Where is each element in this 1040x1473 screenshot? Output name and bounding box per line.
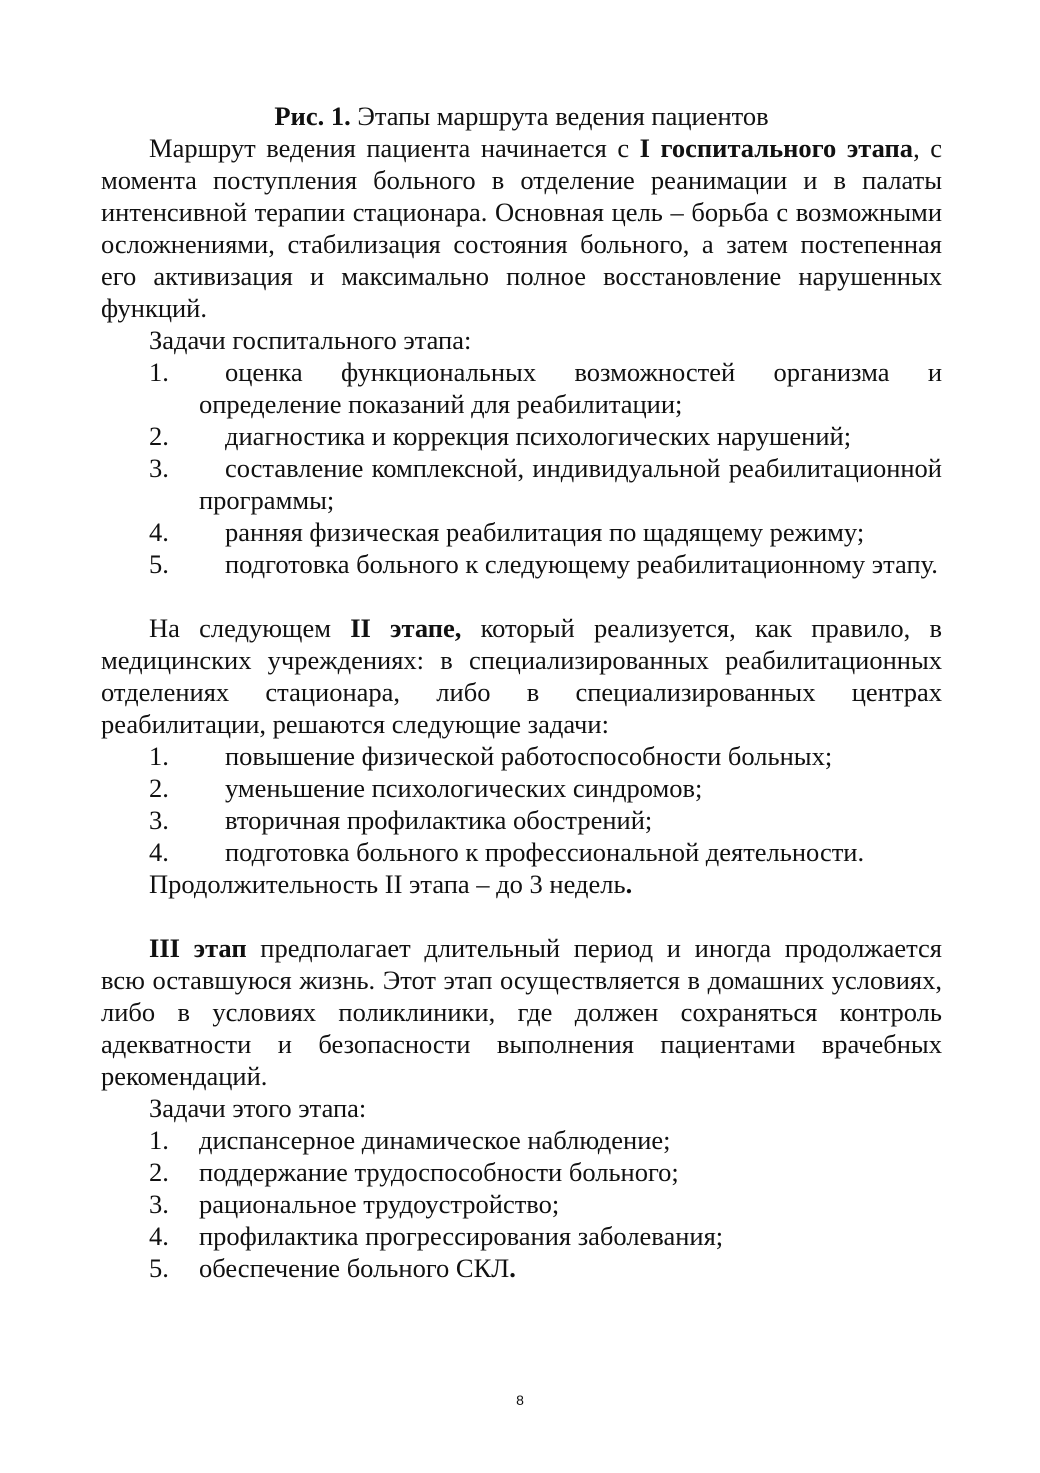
list-item <box>101 516 942 548</box>
list-number: 1. <box>149 741 169 771</box>
figure-title: Этапы маршрута ведения пациентов <box>350 101 769 131</box>
stage2-duration-text: Продолжительность II этапа – до 3 недель <box>149 869 626 899</box>
list-item <box>101 420 942 452</box>
list-item-text: уменьшение психологических синдромов; <box>225 773 703 803</box>
list-item <box>101 548 942 580</box>
stage1-task-list <box>101 356 942 580</box>
stage1-tasks-heading: Задачи госпитального этапа: <box>149 325 472 355</box>
page-number: 8 <box>516 1392 524 1408</box>
list-item-text: составление комплексной, индивидуальной реабилитационной программы; <box>199 453 942 515</box>
list-item-text: повышение физической работоспособности больных; <box>225 741 833 771</box>
list-item <box>101 1220 942 1252</box>
page-content <box>101 100 942 1284</box>
list-number: 1. <box>149 357 169 387</box>
spacer <box>101 580 942 612</box>
list-item <box>101 772 942 804</box>
figure-caption <box>101 100 942 132</box>
list-item-text: обеспечение больного СКЛ <box>199 1253 510 1283</box>
list-item-period: . <box>509 1253 516 1283</box>
list-number: 4. <box>149 517 169 547</box>
list-item-text: рациональное трудоустройство; <box>199 1189 560 1219</box>
stage3-title: III этап <box>149 933 247 963</box>
list-item <box>101 740 942 772</box>
list-item <box>101 1124 942 1156</box>
list-item <box>101 452 942 516</box>
list-item-text: подготовка больного к следующему реабилитационному этапу. <box>225 549 938 579</box>
list-item-text: диагностика и коррекция психологических нарушений; <box>225 421 852 451</box>
list-number: 5. <box>149 1253 169 1283</box>
stage1-title: I госпитального этапа <box>639 133 914 163</box>
stage3-task-list <box>101 1124 942 1284</box>
stage2-title: II этапе, <box>350 613 462 643</box>
stage1-body-text: , с момента поступления больного в отделение реанимации и в палаты интенсивной терапии стационара. Основная цель – борьба с возможными осложнениями, стабилизация состояния больного, а затем постепенная его активизация и максимально полное восстановление нарушенных функций. <box>101 133 942 323</box>
list-item <box>101 836 942 868</box>
stage3-body-text: предполагает длительный период и иногда продолжается всю оставшуюся жизнь. Этот этап осуществляется в домашних условиях, либо в условиях поликлиники, где должен сохраняться контроль адекватности и безопасности выполнения пациентами врачебных рекомендаций. <box>101 933 942 1091</box>
list-number: 2. <box>149 421 169 451</box>
list-item-text: вторичная профилактика обострений; <box>225 805 653 835</box>
stage2-intro-text: На следующем <box>149 613 351 643</box>
stage3-paragraph <box>101 932 942 1092</box>
figure-label: Рис. 1. <box>274 101 351 131</box>
list-item-text: профилактика прогрессирования заболевания; <box>199 1221 724 1251</box>
list-number: 4. <box>149 1221 169 1251</box>
list-number: 2. <box>149 1157 169 1187</box>
stage2-task-list <box>101 740 942 868</box>
list-item-text: диспансерное динамическое наблюдение; <box>199 1125 671 1155</box>
list-number: 3. <box>149 1189 169 1219</box>
list-number: 3. <box>149 453 169 483</box>
stage2-duration <box>101 868 942 900</box>
list-number: 5. <box>149 549 169 579</box>
list-item <box>101 356 942 420</box>
stage2-body-text: который реализуется, как правило, в медицинских учреждениях: в специализированных реабилитационных отделениях стационара, либо в специализированных центрах реабилитации, решаются следующие задачи: <box>101 613 942 739</box>
stage2-duration-period: . <box>625 869 633 899</box>
list-item <box>101 1252 942 1284</box>
list-item-text: подготовка больного к профессиональной деятельности. <box>225 837 865 867</box>
list-item-text: поддержание трудоспособности больного; <box>199 1157 679 1187</box>
stage1-intro-text: Маршрут ведения пациента начинается с <box>149 133 640 163</box>
stage1-paragraph <box>101 132 942 324</box>
list-item <box>101 804 942 836</box>
list-item <box>101 1188 942 1220</box>
list-item-text: ранняя физическая реабилитация по щадящему режиму; <box>225 517 865 547</box>
stage2-paragraph <box>101 612 942 740</box>
list-number: 4. <box>149 837 169 867</box>
list-item-text: оценка функциональных возможностей организма и определение показаний для реабилитации; <box>199 357 942 419</box>
list-item <box>101 1156 942 1188</box>
list-number: 3. <box>149 805 169 835</box>
stage3-tasks-heading: Задачи этого этапа: <box>149 1093 367 1123</box>
spacer <box>101 900 942 932</box>
list-number: 2. <box>149 773 169 803</box>
list-number: 1. <box>149 1125 169 1155</box>
